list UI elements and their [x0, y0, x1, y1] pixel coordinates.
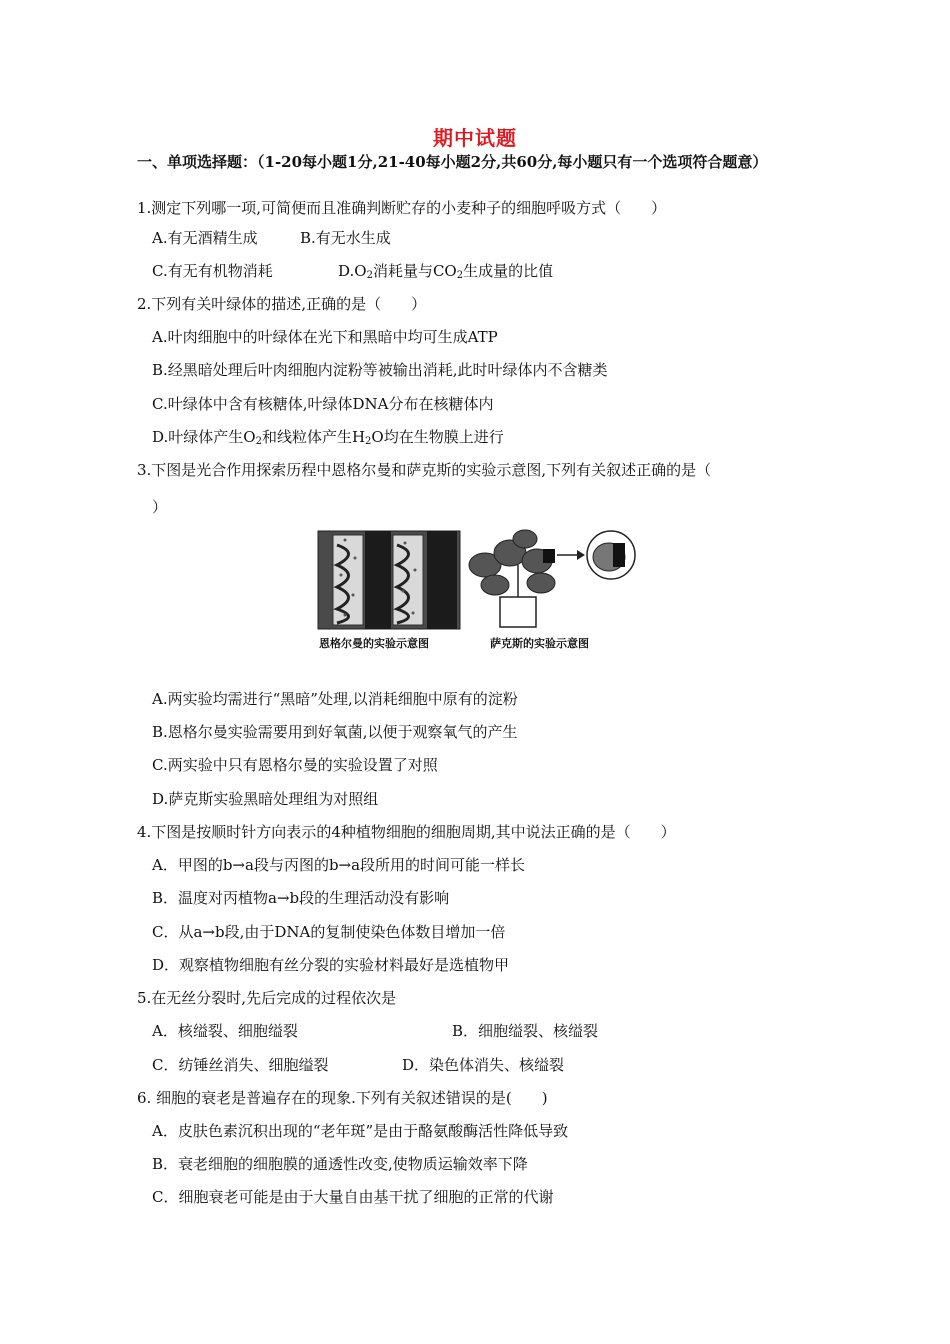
- question-6-option-b: B．衰老细胞的细胞膜的通透性改变,使物质运输效率下降: [152, 1155, 528, 1173]
- question-5-option-d: D．染色体消失、核缢裂: [402, 1056, 565, 1074]
- question-5-option-a: A．核缢裂、细胞缢裂: [152, 1022, 298, 1040]
- sachs-diagram: [469, 530, 635, 627]
- question-5-stem: 5.在无丝分裂时,先后完成的过程依次是: [137, 989, 397, 1007]
- question-1-option-d: $D.O_2$消耗量与$CO_2$生成量的比值: [338, 262, 554, 281]
- question-5-option-c: C．纺锤丝消失、细胞缢裂: [152, 1056, 329, 1074]
- experiment-illustration: [315, 525, 645, 635]
- question-3-option-a: A.两实验均需进行“黑暗”处理,以消耗细胞中原有的淀粉: [152, 690, 518, 708]
- question-1-stem: 1.测定下列哪一项,可简便而且准确判断贮存的小麦种子的细胞呼吸方式（ ）: [137, 199, 667, 217]
- question-1-option-c: C.有无有机物消耗: [152, 262, 273, 280]
- question-6-option-a: A．皮肤色素沉积出现的“老年斑”是由于酪氨酸酶活性降低导致: [152, 1122, 569, 1140]
- page-title: 期中试题: [433, 126, 517, 150]
- figure-caption-sachs: 萨克斯的实验示意图: [490, 637, 589, 650]
- question-2-stem: 2.下列有关叶绿体的描述,正确的是（ ）: [137, 295, 427, 313]
- question-3-option-d: D.萨克斯实验黑暗处理组为对照组: [152, 790, 379, 808]
- figure-caption-engelmann: 恩格尔曼的实验示意图: [319, 637, 429, 650]
- question-6-option-c: C．细胞衰老可能是由于大量自由基干扰了细胞的正常的代谢: [152, 1188, 554, 1206]
- question-3-option-b: B.恩格尔曼实验需要用到好氧菌,以便于观察氧气的产生: [152, 723, 518, 741]
- question-4-option-d: D．观察植物细胞有丝分裂的实验材料最好是选植物甲: [152, 956, 510, 974]
- question-3-stem: 3.下图是光合作用探索历程中恩格尔曼和萨克斯的实验示意图,下列有关叙述正确的是（: [137, 461, 712, 479]
- question-2-option-b: B.经黑暗处理后叶肉细胞内淀粉等被输出消耗,此时叶绿体内不含糖类: [152, 361, 608, 379]
- section-header: 一、单项选择题：（1-20每小题1分,21-40每小题2分,共60分,每小题只有一个选项符合题意）: [137, 153, 768, 171]
- engelmann-diagram: [318, 531, 460, 629]
- question-6-stem: 6. 细胞的衰老是普遍存在的现象.下列有关叙述错误的是( ): [137, 1089, 548, 1107]
- question-4-option-a: A．甲图的b→a段与丙图的b→a段所用的时间可能一样长: [152, 856, 526, 874]
- question-1-option-b: B.有无水生成: [300, 229, 391, 247]
- question-4-option-c: C．从a→b段,由于DNA的复制使染色体数目增加一倍: [152, 923, 506, 941]
- question-4-stem: 4.下图是按顺时针方向表示的4种植物细胞的细胞周期,其中说法正确的是（ ）: [137, 823, 676, 841]
- question-2-option-c: C.叶绿体中含有核糖体,叶绿体DNA分布在核糖体内: [152, 395, 494, 413]
- question-5-option-b: B．细胞缢裂、核缢裂: [452, 1022, 599, 1040]
- question-3-option-c: C.两实验中只有恩格尔曼的实验设置了对照: [152, 756, 438, 774]
- question-3-stem-cont: ）: [152, 498, 168, 516]
- question-4-option-b: B．温度对丙植物a→b段的生理活动没有影响: [152, 889, 450, 907]
- question-2-option-a: A.叶肉细胞中的叶绿体在光下和黑暗中均可生成ATP: [152, 328, 498, 346]
- question-2-option-d: D.叶绿体产生$O_2$和线粒体产生$H_2O$均在生物膜上进行: [152, 428, 504, 447]
- question-1-option-a: A.有无酒精生成: [152, 229, 258, 247]
- experiment-figure: [315, 525, 645, 655]
